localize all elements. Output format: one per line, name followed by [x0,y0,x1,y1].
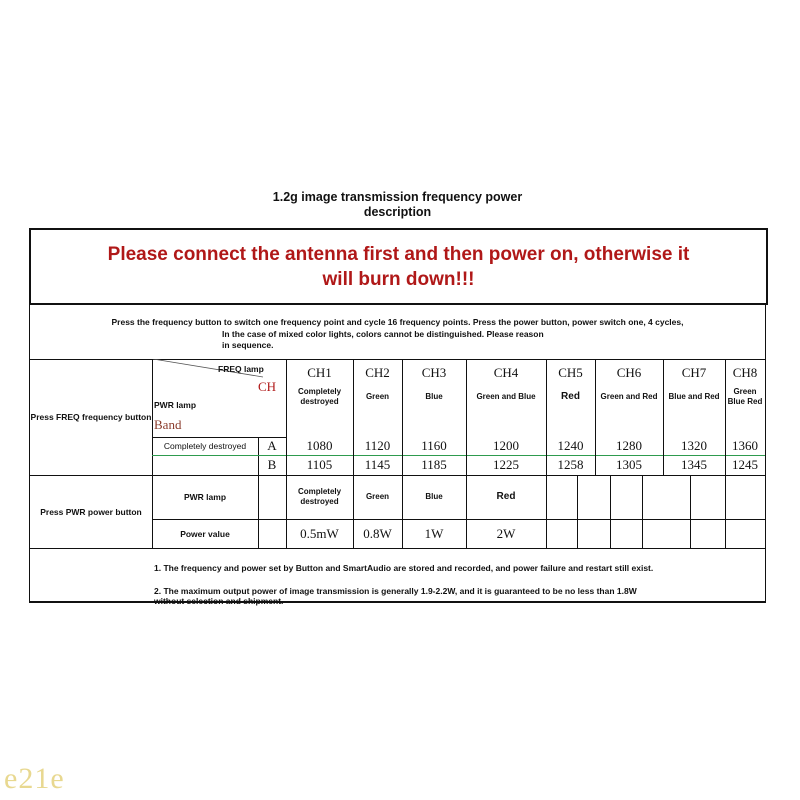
channel-name: CH6 [616,365,642,380]
band-a-label: A [267,438,277,453]
band-b-frequency: 1245 [732,457,758,472]
power-column-divider [610,475,611,549]
band-a-frequency: 1240 [557,438,584,453]
channel-name: CH3 [421,365,447,380]
channel-lamp-color: Completely destroyed [297,387,342,406]
channel-name: CH2 [365,365,390,380]
pwr-lamp-row-label: PWR lamp [183,492,227,502]
note-2-line2: without selection and shipment. [154,596,284,606]
band-a-frequency: 1280 [616,438,642,453]
power-level-lamp: Completely destroyed [297,487,342,506]
power-level-lamp: Red [496,491,516,502]
warning-line1: Please connect the antenna first and then power on, otherwise it [107,243,690,265]
instructions-block [29,303,766,360]
doc-title-line2: description [363,205,432,219]
channel-name: CH7 [681,365,707,380]
power-level-value: 1W [424,525,444,541]
power-column-divider [725,475,726,549]
spec-sheet [29,182,766,606]
doc-title [29,182,766,228]
warning-banner [29,228,768,305]
note-1: 1. The frequency and power set by Button and SmartAudio are stored and recorded, and power failure and restart still exist. [154,563,654,573]
power-level-lamp: Green [365,492,390,501]
band-a-description: Completely destroyed [163,441,247,451]
band-a-frequency: 1200 [493,438,519,453]
channel-lamp-color: Blue [425,392,443,401]
band-b-frequency: 1345 [681,457,707,472]
warning-line2: will burn down!!! [322,268,475,290]
band-b-label: B [267,457,277,472]
power-level-value: 0.5mW [300,525,339,541]
channel-name: CH1 [307,365,332,380]
channel-lamp-color: Red [561,391,580,402]
power-value-row-label: Power value [180,528,230,539]
channel-lamp-color: Green [365,392,390,401]
band-b-frequency: 1145 [364,457,391,472]
band-a-frequency: 1120 [364,438,391,453]
instructions-line3: in sequence. [222,340,274,350]
band-b-frequency: 1225 [493,457,519,472]
ch-label: CH [257,379,277,394]
power-column-divider [577,475,578,549]
note-2-line1: 2. The maximum output power of image transmission is generally 1.9-2.2W, and it is guaranteed to be no less than 1.8W [154,586,637,596]
doc-title-line1: 1.2g image transmission frequency power [272,190,523,204]
channel-lamp-color: Green and Red [600,392,658,401]
freq-row-label: Press FREQ frequency button [30,412,152,422]
band-a-frequency: 1080 [306,438,333,453]
power-level-lamp: Blue [425,492,443,501]
channel-lamp-color: Blue and Red [668,392,720,401]
pwr-row-label: Press PWR power button [40,506,142,517]
band-a-frequency: 1320 [681,438,707,453]
freq-lamp-label: FREQ lamp [218,364,264,374]
channel-name: CH5 [558,365,583,380]
band-a-frequency: 1360 [732,438,758,453]
band-b-frequency: 1305 [616,457,642,472]
pwr-lamp-label: PWR lamp [154,400,197,410]
channel-name: CH8 [732,365,758,380]
band-b-frequency: 1105 [306,457,333,472]
band-label: Band [154,417,182,432]
band-a-frequency: 1160 [421,438,447,453]
watermark-logo: e21e [4,762,65,795]
band-b-frequency: 1258 [557,457,584,472]
channel-lamp-color: Green Blue Red [727,387,763,406]
power-column-divider [690,475,691,549]
power-level-value: 2W [496,525,516,541]
instructions-line2: In the case of mixed color lights, colors cannot be distinguished. Please reason [222,329,544,339]
band-b-frequency: 1185 [421,457,447,472]
channel-lamp-color: Green and Blue [476,392,536,401]
power-column-divider [642,475,643,549]
channel-name: CH4 [493,365,519,380]
power-level-value: 0.8W [363,525,392,541]
instructions-line1: Press the frequency button to switch one frequency point and cycle 16 frequency points. Press the power button, power switch one, 4 cycles, [111,317,684,327]
frequency-power-table [29,359,766,606]
power-column-divider [546,475,547,549]
